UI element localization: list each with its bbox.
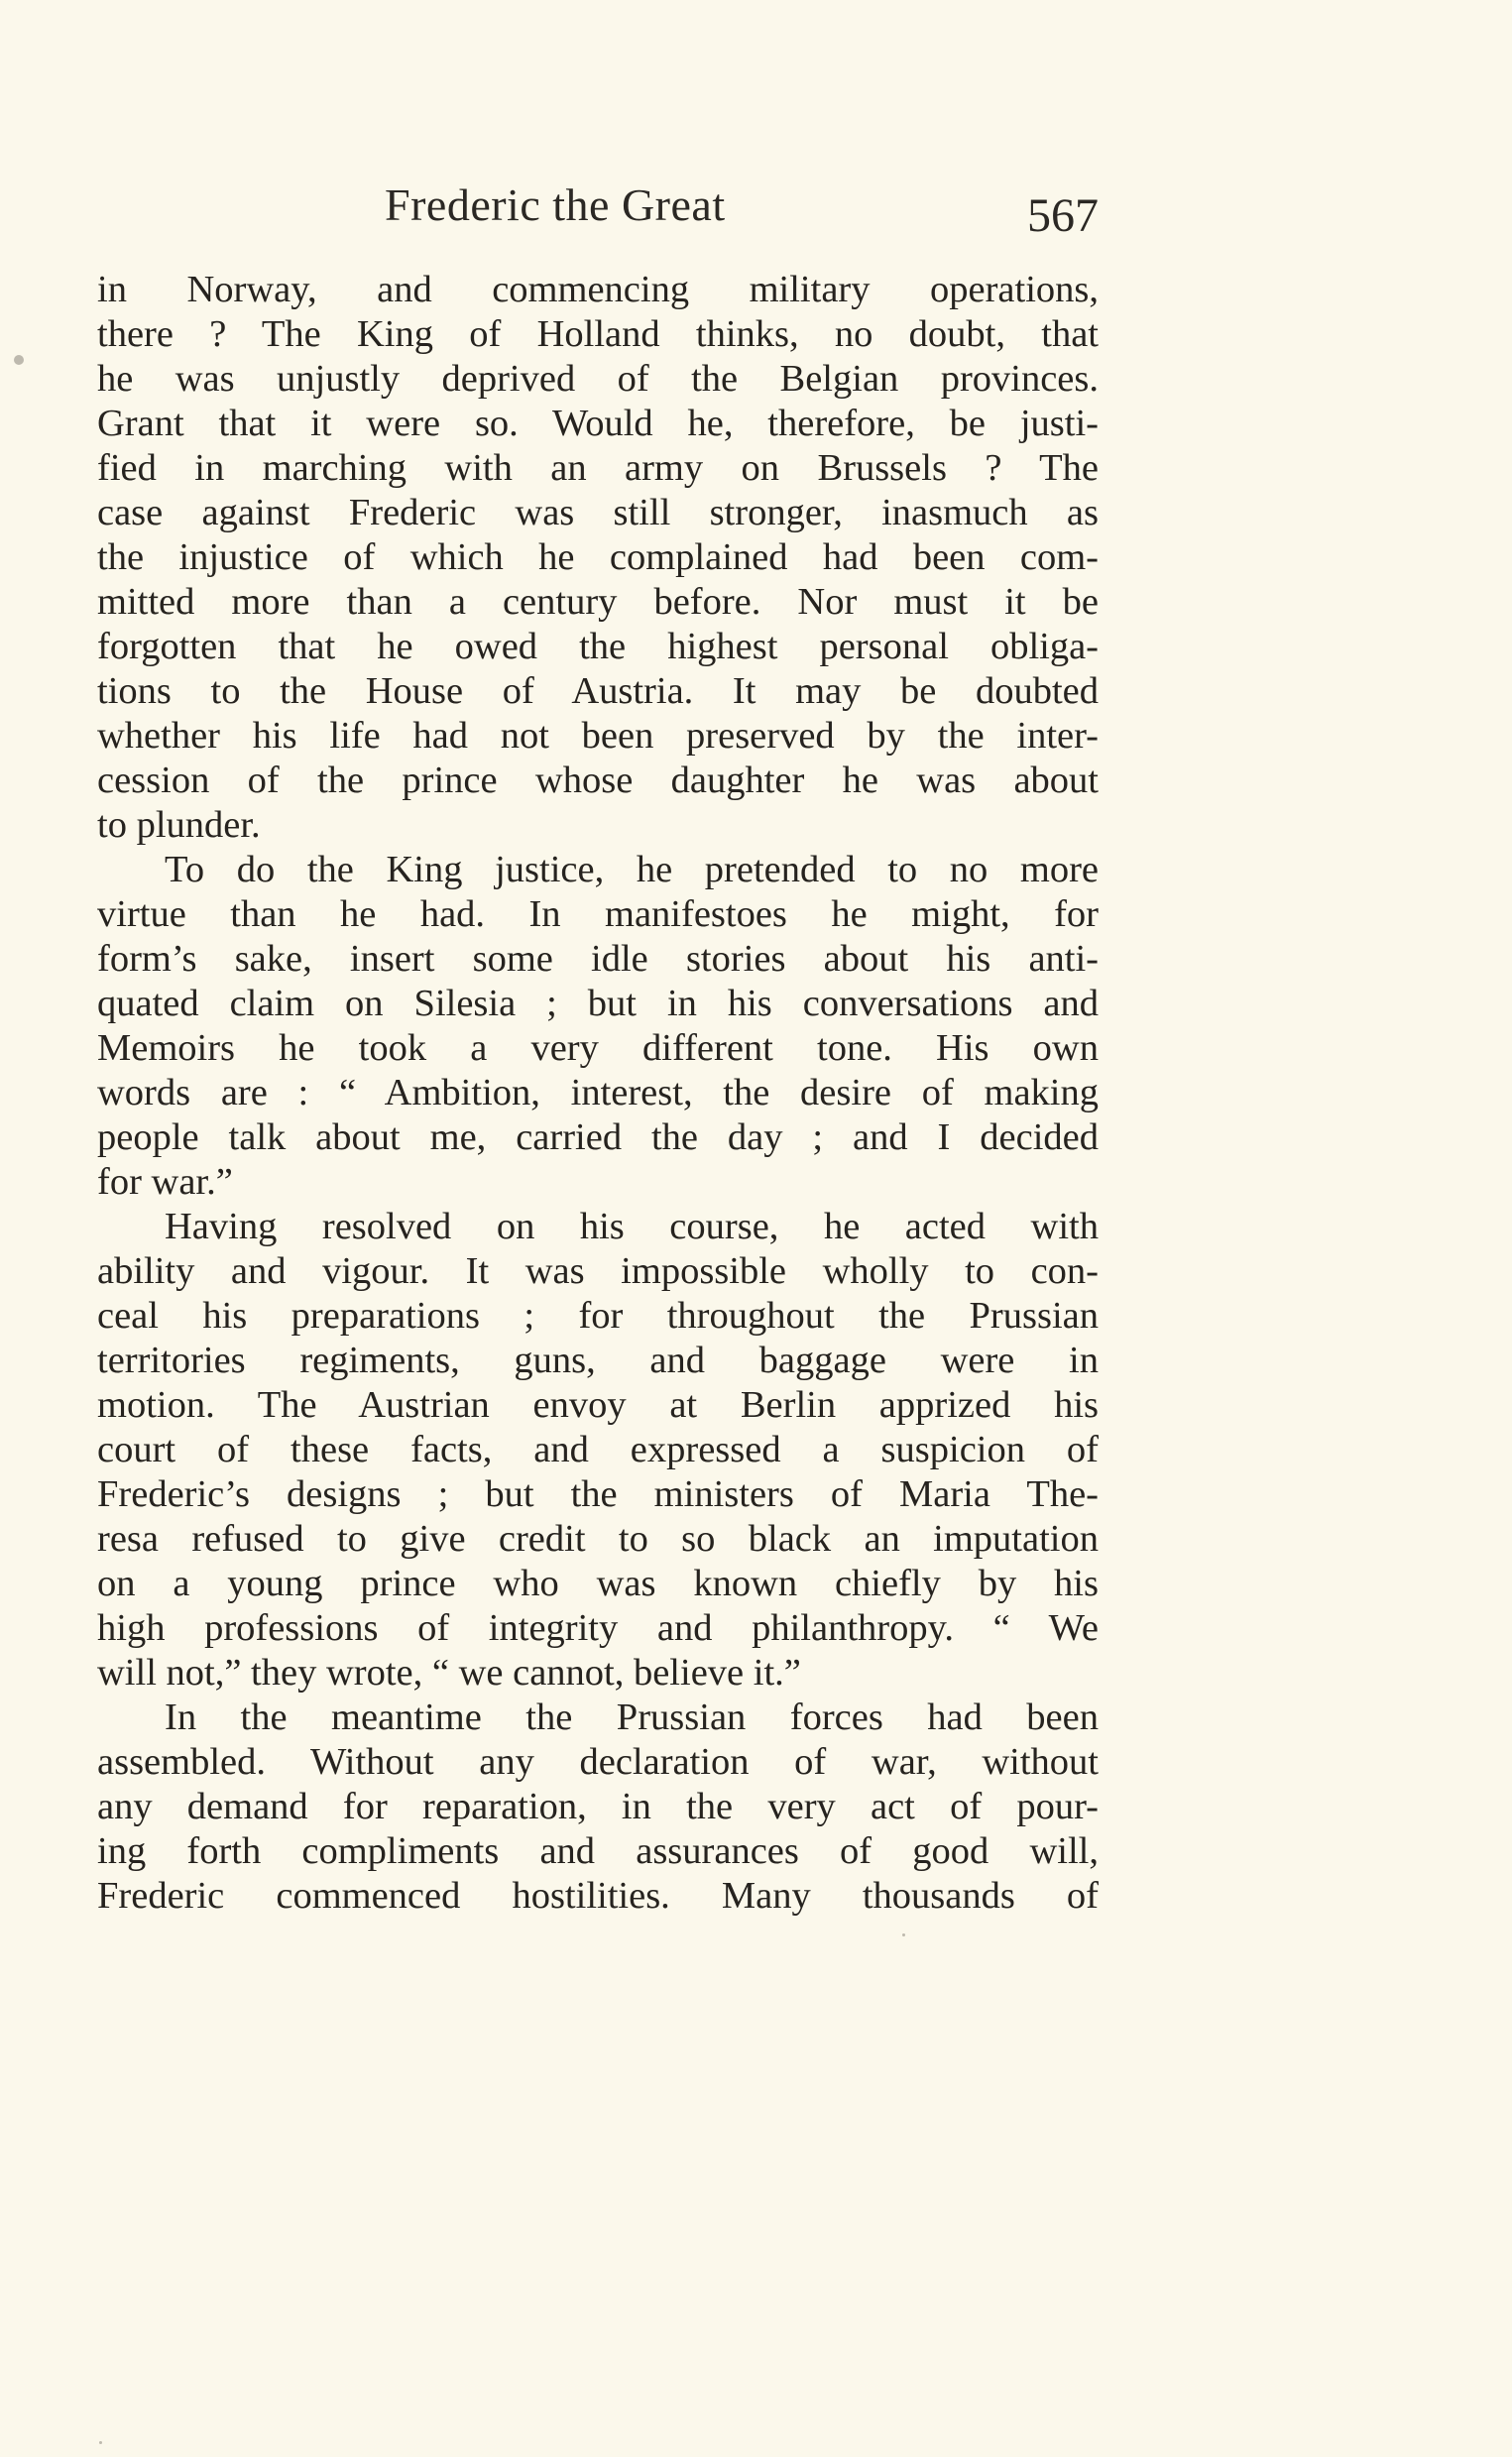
- text-line: high professions of integrity and philanthropy. “ We: [97, 1607, 1099, 1649]
- running-title: Frederic the Great: [385, 179, 726, 230]
- page-number: 567: [1027, 189, 1099, 242]
- text-line: cession of the prince whose daughter he was about: [97, 760, 1099, 801]
- text-line: fied in marching with an army on Brussels ? The: [97, 447, 1099, 489]
- text-line: whether his life had not been preserved by the inter-: [97, 715, 1099, 757]
- text-line: tions to the House of Austria. It may be doubted: [97, 670, 1099, 712]
- text-line: Memoirs he took a very different tone. His own: [97, 1027, 1099, 1069]
- text-line: Frederic commenced hostilities. Many thousands of: [97, 1875, 1099, 1917]
- text-line: on a young prince who was known chiefly by his: [97, 1563, 1099, 1604]
- text-line: in Norway, and commencing military operations,: [97, 269, 1099, 310]
- text-line: motion. The Austrian envoy at Berlin apprized his: [97, 1384, 1099, 1426]
- text-line: court of these facts, and expressed a suspicion of: [97, 1429, 1099, 1470]
- text-line: quated claim on Silesia ; but in his conversations and: [97, 983, 1099, 1024]
- text-line: any demand for reparation, in the very act of pour-: [97, 1786, 1099, 1827]
- text-line: people talk about me, carried the day ; and I decided: [97, 1116, 1099, 1158]
- text-line: resa refused to give credit to so black an imputation: [97, 1518, 1099, 1560]
- text-line: will not,” they wrote, “ we cannot, believe it.”: [97, 1652, 801, 1694]
- text-line: ing forth compliments and assurances of good will,: [97, 1830, 1099, 1872]
- text-line: ceal his preparations ; for throughout the Prussian: [97, 1295, 1099, 1337]
- paper-speck: [99, 2441, 102, 2444]
- text-line: words are : “ Ambition, interest, the desire of making: [97, 1072, 1099, 1113]
- text-line: to plunder.: [97, 804, 261, 846]
- text-line: Having resolved on his course, he acted with: [165, 1206, 1099, 1247]
- text-line: virtue than he had. In manifestoes he might, for: [97, 893, 1099, 935]
- text-line: mitted more than a century before. Nor must it be: [97, 581, 1099, 623]
- paper-speck: [902, 1933, 905, 1936]
- text-line: Frederic’s designs ; but the ministers of Maria The-: [97, 1473, 1099, 1515]
- running-head: [97, 178, 1099, 248]
- paper-speck: [14, 355, 24, 365]
- text-line: form’s sake, insert some idle stories about his anti-: [97, 938, 1099, 980]
- text-line: forgotten that he owed the highest personal obliga-: [97, 626, 1099, 667]
- text-line: territories regiments, guns, and baggage were in: [97, 1340, 1099, 1381]
- text-line: In the meantime the Prussian forces had been: [165, 1696, 1099, 1738]
- text-line: To do the King justice, he pretended to no more: [165, 849, 1099, 890]
- text-line: Grant that it were so. Would he, therefore, be justi-: [97, 403, 1099, 444]
- text-line: for war.”: [97, 1161, 233, 1203]
- text-line: assembled. Without any declaration of war, without: [97, 1741, 1099, 1783]
- text-line: the injustice of which he complained had been com-: [97, 536, 1099, 578]
- text-line: ability and vigour. It was impossible wholly to con-: [97, 1250, 1099, 1292]
- text-line: he was unjustly deprived of the Belgian provinces.: [97, 358, 1099, 400]
- text-line: there ? The King of Holland thinks, no doubt, that: [97, 313, 1099, 355]
- text-line: case against Frederic was still stronger, inasmuch as: [97, 492, 1099, 533]
- body-text: [97, 268, 1099, 1919]
